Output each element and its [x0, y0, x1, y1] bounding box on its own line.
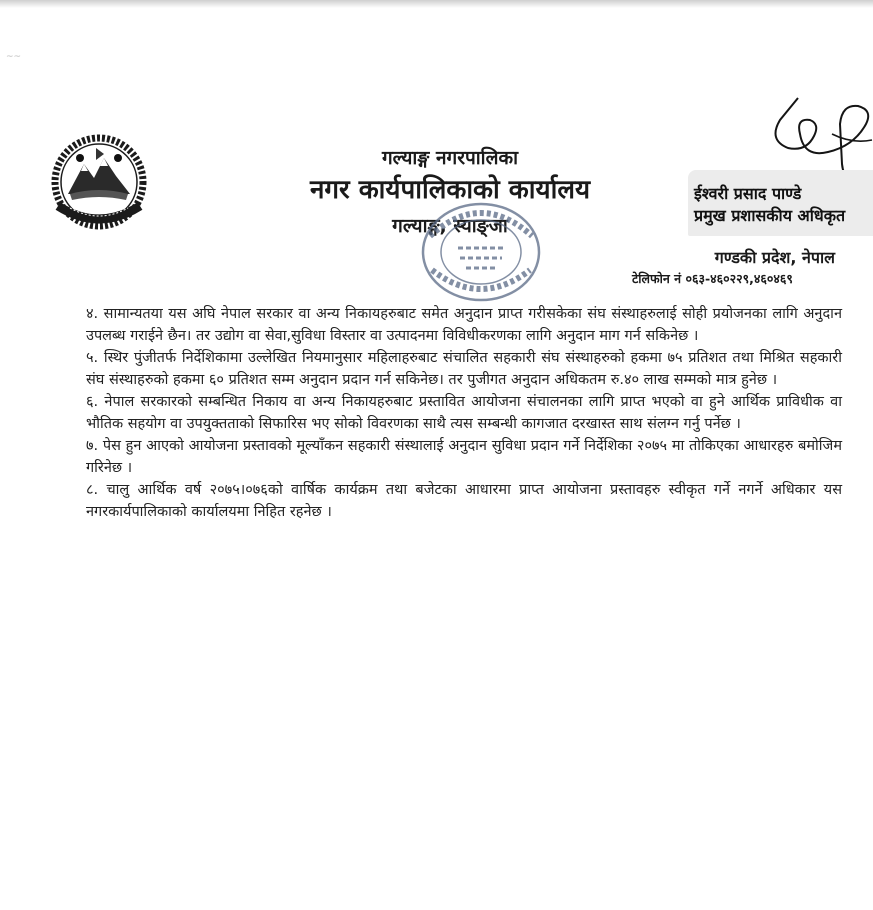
scan-edge [0, 0, 873, 8]
clause-6: ६. नेपाल सरकारको सम्बन्धित निकाय वा अन्य निकायहरुबाट प्रस्तावित आयोजना संचालनका लागि प्राप्त भएको वा हुने आर्थिक प्राविधीक वा भौतिक सहयोग वा उपयुक्तताको सिफारिस भए सोको विवरणका साथै त्यस सम्बन्धी कागजात दरखास्त साथ संलग्न गर्नु पर्नेछ । [86, 394, 842, 432]
telephone-line: टेलिफोन नं ०६३-४६०२२९,४६०४६९ [632, 271, 793, 286]
municipality-name: गल्याङ्ग नगरपालिका [381, 147, 518, 169]
scan-mark: ~~ [6, 52, 22, 62]
office-title: नगर कार्यपालिकाको कार्यालय [309, 175, 591, 205]
notice-body [86, 303, 842, 523]
officer-name: ईश्वरी प्रसाद पाण्डे [694, 184, 802, 203]
office-location: गल्याङ्ग, स्याङ्जा [392, 215, 508, 237]
clause-8: ८. चालु आर्थिक वर्ष २०७५।०७६को वार्षिक कार्यक्रम तथा बजेटका आधारमा प्राप्त आयोजना प्रस्तावहरु स्वीकृत गर्ने नगर्ने अधिकार यस नगरकार्यपालिकाको कार्यालयमा निहित रहनेछ । [86, 482, 842, 520]
office-stamp [418, 196, 544, 304]
clause-7: ७. पेस हुन आएको आयोजना प्रस्तावको मूल्याँकन सहकारी संस्थालाई अनुदान सुविधा प्रदान गर्ने निर्देशिका २०७५ मा तोकिएका आधारहरु बमोजिम गरिनेछ । [86, 438, 842, 476]
clause-5: ५. स्थिर पुंजीतर्फ निर्देशिकामा उल्लेखित नियमानुसार महिलाहरुबाट संचालित सहकारी संघ संस्थाहरुको हकमा ७५ प्रतिशत तथा मिश्रित सहकारी संघ संस्थाहरुको हकमा ६० प्रतिशत सम्म अनुदान प्रदान गर्न सकिनेछ। तर पुजीगत अनुदान अधिकतम रु.४० लाख सम्मको मात्र हुनेछ । [86, 350, 842, 388]
province-line: गण्डकी प्रदेश, नेपाल [714, 248, 835, 267]
clause-4: ४. सामान्यतया यस अघि नेपाल सरकार वा अन्य निकायहरुबाट समेत अनुदान प्राप्त गरीसकेका संघ संस्थाहरुलाई सोही प्रयोजनका लागि अनुदान उपलब्ध गराईने छैन। तर उद्योग वा सेवा,सुविधा विस्तार वा उत्पादनमा विविधीकरणका लागि अनुदान माग गर्न सकिनेछ । [86, 306, 842, 344]
nepal-emblem-logo [40, 128, 158, 236]
officer-title: प्रमुख प्रशासकीय अधिकृत [694, 206, 846, 225]
